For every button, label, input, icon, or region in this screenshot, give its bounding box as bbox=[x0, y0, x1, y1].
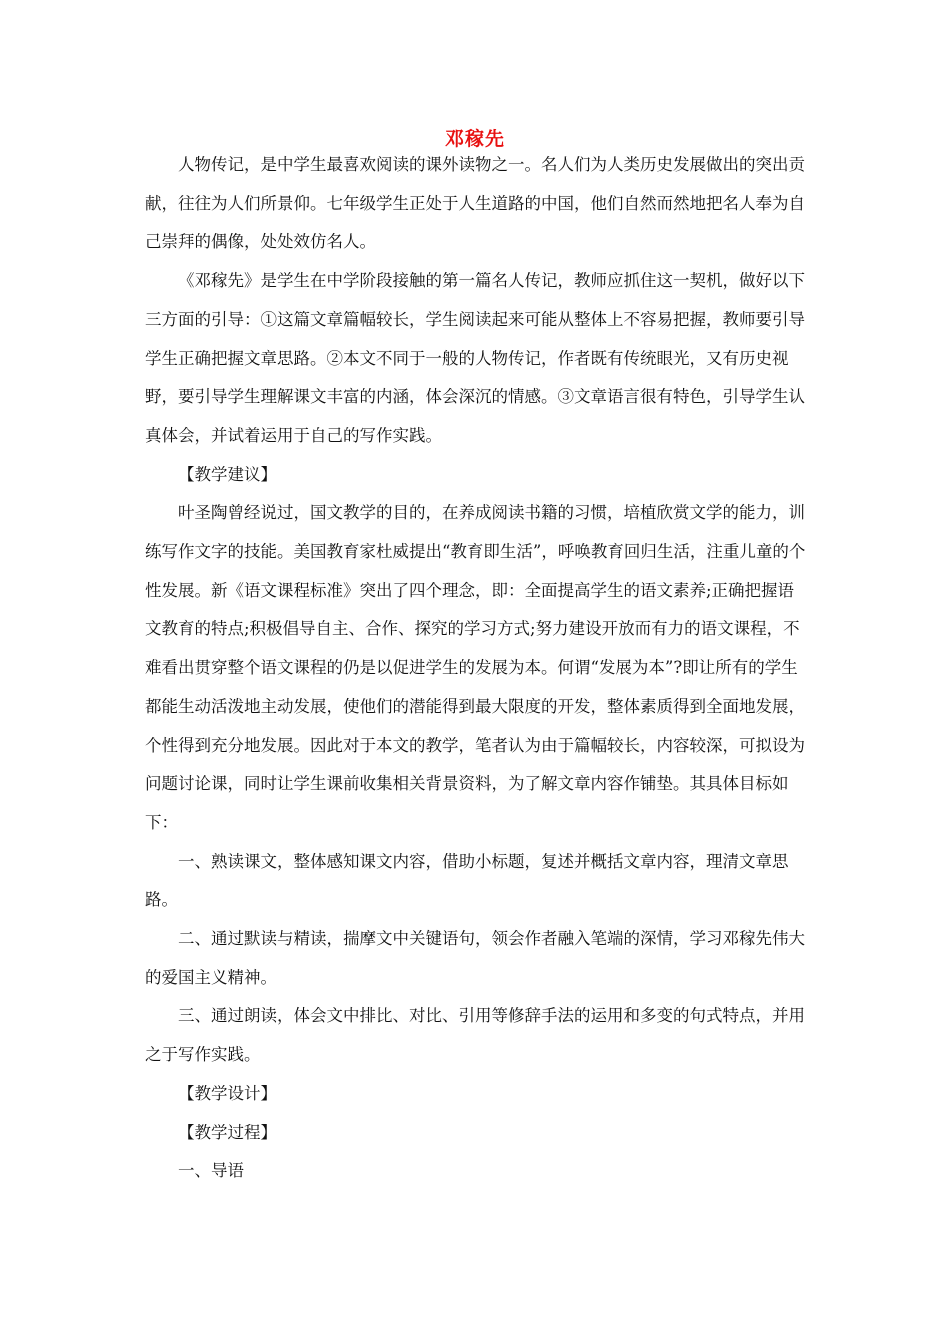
guidance-paragraph: 《邓稼先》是学生在中学阶段接触的第一篇名人传记，教师应抓住这一契机，做好以下三方面的引导：①这篇文章篇幅较长，学生阅读起来可能从整体上不容易把握，教师要引导学生正确把握文章思路。②本文不同于一般的人物传记，作者既有传统眼光，又有历史视野，要引导学生理解课文丰富的内涵，体会深沉的情感。③文章语言很有特色，引导学生认真体会，并试着运用于自己的写作实践。 bbox=[145, 271, 805, 445]
document-body bbox=[145, 146, 807, 1191]
subsection-introduction: 一、导语 bbox=[178, 1161, 244, 1181]
section-heading-teaching-suggestions: 【教学建议】 bbox=[178, 464, 277, 484]
suggestions-paragraph: 叶圣陶曾经说过，国文教学的目的，在养成阅读书籍的习惯，培植欣赏文学的能力，训练写作文字的技能。美国教育家杜威提出“教育即生活”，呼唤教育回归生活，注重儿童的个性发展。新《语文课程标准》突出了四个理念，即：全面提高学生的语文素养;正确把握语文教育的特点;积极倡导自主、合作、探究的学习方式;努力建设开放而有力的语文课程，不难看出贯穿整个语文课程的仍是以促进学生的发展为本。何谓“发展为本”?即让所有的学生都能生动活泼地主动发展，使他们的潜能得到最大限度的开发，整体素质得到全面地发展，个性得到充分地发展。因此对于本文的教学，笔者认为由于篇幅较长，内容较深，可拟设为问题讨论课，同时让学生课前收集相关背景资料，为了解文章内容作铺垫。其具体目标如下： bbox=[145, 503, 806, 832]
goal-item-1: 一、熟读课文，整体感知课文内容，借助小标题，复述并概括文章内容，理清文章思路。 bbox=[145, 851, 789, 910]
section-heading-teaching-design: 【教学设计】 bbox=[178, 1083, 277, 1103]
section-heading-teaching-process: 【教学过程】 bbox=[178, 1122, 277, 1142]
goal-item-3: 三、通过朗读，体会文中排比、对比、引用等修辞手法的运用和多变的句式特点，并用之于写作实践。 bbox=[145, 1006, 805, 1065]
intro-paragraph: 人物传记，是中学生最喜欢阅读的课外读物之一。名人们为人类历史发展做出的突出贡献，往往为人们所景仰。七年级学生正处于人生道路的中国，他们自然而然地把名人奉为自己崇拜的偶像，处处效仿名人。 bbox=[145, 155, 805, 252]
document-title: 邓稼先 bbox=[444, 128, 505, 150]
goal-item-2: 二、通过默读与精读，揣摩文中关键语句，领会作者融入笔端的深情，学习邓稼先伟大的爱国主义精神。 bbox=[145, 929, 805, 987]
